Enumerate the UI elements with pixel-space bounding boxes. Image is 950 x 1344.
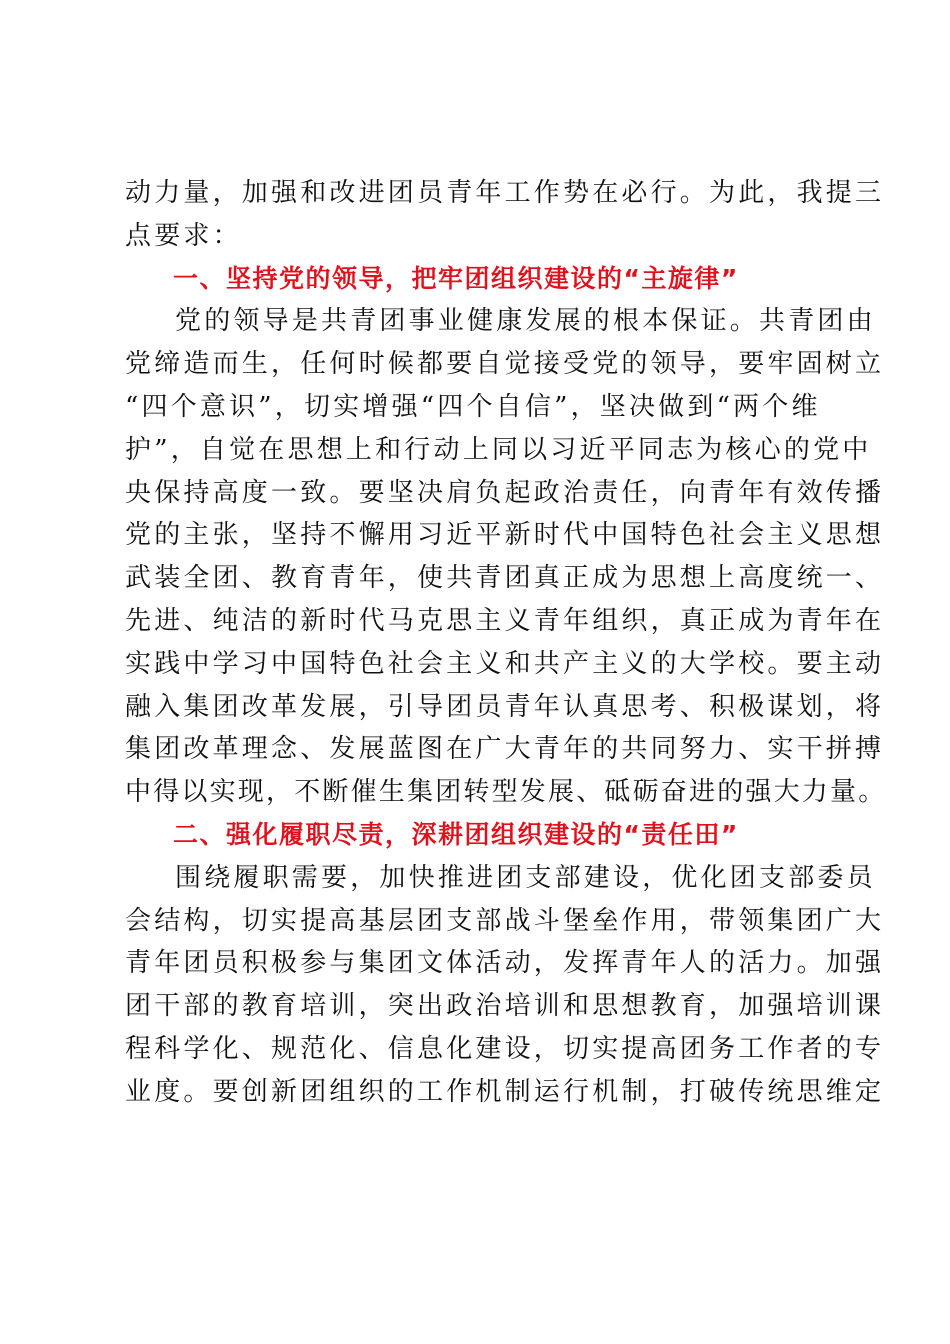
body-text-line: 集团改革理念、发展蓝图在广大青年的共同努力、实干拼搏 [125,734,885,765]
body-text-line: 融入集团改革发展，引导团员青年认真思考、积极谋划，将 [125,691,885,722]
body-text-line: 党缔造而生，任何时候都要自觉接受党的领导，要牢固树立 [125,349,885,380]
body-text-line: 武装全团、教育青年，使共青团真正成为思想上高度统一、 [125,563,885,594]
document-body [125,172,887,1114]
body-text-line: 实践中学习中国特色社会主义和共产主义的大学校。要主动 [125,648,885,679]
body-text-line: 业度。要创新团组织的工作机制运行机制，打破传统思维定 [125,1076,885,1107]
paragraph-first-line: 围绕履职需要，加快推进团支部建设，优化团支部委员 [175,862,876,893]
paragraph-first-line: 党的领导是共青团事业健康发展的根本保证。共青团由 [175,306,876,337]
body-text-line: “四个意识”，切实增强“四个自信”，坚决做到“两个维 [125,391,821,422]
body-text-line: 党的主张，坚持不懈用习近平新时代中国特色社会主义思想 [125,520,885,551]
body-text-line: 中得以实现，不断催生集团转型发展、砥砺奋进的强大力量。 [125,777,887,808]
body-text-line: 会结构，切实提高基层团支部战斗堡垒作用，带领集团广大 [125,905,885,936]
body-text-line: 青年团员积极参与集团文体活动，发挥青年人的活力。加强 [125,948,885,979]
body-text-line: 护”，自觉在思想上和行动上同以习近平同志为核心的党中 [125,434,872,465]
body-text-line: 程科学化、规范化、信息化建设，切实提高团务工作者的专 [125,1033,885,1064]
body-text-line: 点要求： [125,220,242,251]
body-text-line: 动力量，加强和改进团员青年工作势在必行。为此，我提三 [125,178,885,208]
section-heading-2: 二、强化履职尽责，深耕团组织建设的“责任田” [173,819,739,849]
section-heading-1: 一、坚持党的领导，把牢团组织建设的“主旋律” [173,263,739,293]
body-text-line: 央保持高度一致。要坚决肩负起政治责任，向青年有效传播 [125,477,885,508]
body-text-line: 先进、纯洁的新时代马克思主义青年组织，真正成为青年在 [125,605,885,636]
body-text-line: 团干部的教育培训，突出政治培训和思想教育，加强培训课 [125,991,885,1022]
